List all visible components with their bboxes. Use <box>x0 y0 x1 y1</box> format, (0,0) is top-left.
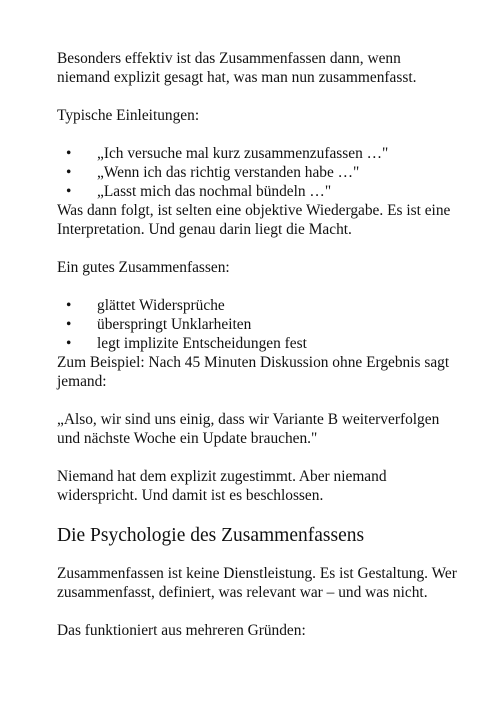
document-page <box>57 49 457 659</box>
paragraph-interpretation: Was dann folgt, ist selten eine objektive Wiedergabe. Es ist eine Interpretation. Und genau darin liegt die Macht. <box>57 202 451 238</box>
list-item-text: glättet Widersprüche <box>97 297 225 314</box>
section-heading: Die Psychologie des Zusammenfassens <box>57 525 365 546</box>
list-item <box>57 144 457 163</box>
list-item-text: „Wenn ich das richtig verstanden habe …" <box>97 164 360 181</box>
summary-effects-list <box>57 296 457 353</box>
intro-phrases-list <box>57 144 457 201</box>
bullet-icon: • <box>66 316 72 333</box>
bullet-icon: • <box>66 335 72 352</box>
paragraph-decided: Niemand hat dem explizit zugestimmt. Aber niemand widerspricht. Und damit ist es beschlossen. <box>57 468 387 504</box>
list-item-text: legt implizite Entscheidungen fest <box>97 335 307 352</box>
list-item-text: „Ich versuche mal kurz zusammenzufassen …" <box>97 145 389 162</box>
paragraph-typical-intros: Typische Einleitungen: <box>57 107 200 124</box>
paragraph-good-summary: Ein gutes Zusammenfassen: <box>57 259 230 276</box>
paragraph-shaping: Zusammenfassen ist keine Dienstleistung. Es ist Gestaltung. Wer zusammenfasst, definiert, was relevant war – und was nicht. <box>57 565 457 601</box>
list-item <box>57 296 457 315</box>
bullet-icon: • <box>66 145 72 162</box>
list-item-text: „Lasst mich das nochmal bündeln …" <box>97 183 332 200</box>
list-item <box>57 334 457 353</box>
list-item-text: überspringt Unklarheiten <box>97 316 252 333</box>
paragraph-reasons: Das funktioniert aus mehreren Gründen: <box>57 622 306 639</box>
bullet-icon: • <box>66 164 72 181</box>
paragraph-example: Zum Beispiel: Nach 45 Minuten Diskussion ohne Ergebnis sagt jemand: <box>57 354 450 390</box>
paragraph-quote: „Also, wir sind uns einig, dass wir Variante B weiterverfolgen und nächste Woche ein Update brauchen." <box>57 411 440 447</box>
list-item <box>57 163 457 182</box>
paragraph-effectiveness: Besonders effektiv ist das Zusammenfassen dann, wenn niemand explizit gesagt hat, was man nun zusammenfasst. <box>57 50 417 86</box>
bullet-icon: • <box>66 297 72 314</box>
list-item <box>57 182 457 201</box>
bullet-icon: • <box>66 183 72 200</box>
list-item <box>57 315 457 334</box>
